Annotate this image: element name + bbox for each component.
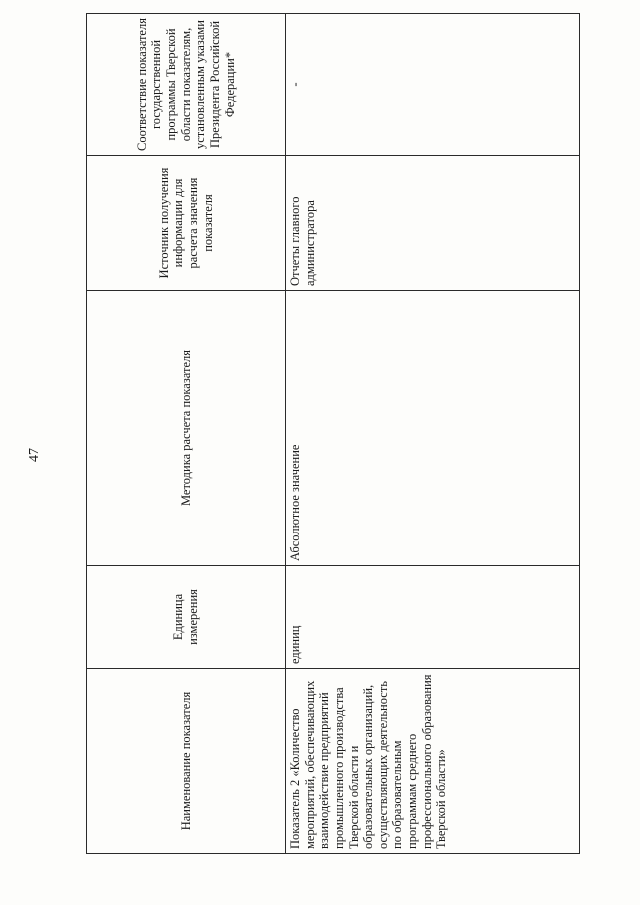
cell-unit: единиц <box>286 566 580 669</box>
page-number: 47 <box>27 448 42 462</box>
rotated-table-container <box>86 18 580 854</box>
header-presidential-decree-compliance: Соответствие показателя государственной программы Тверской области показателям, установленным указами Президента Российской Федерации* <box>87 14 286 156</box>
header-unit: Единица измерения <box>87 566 286 669</box>
table-header-row <box>87 14 286 854</box>
header-indicator-name: Наименование показателя <box>87 669 286 854</box>
header-information-source: Источник получения информации для расчета значения показателя <box>87 156 286 291</box>
cell-calculation-method: Абсолютное значение <box>286 291 580 566</box>
indicator-table <box>86 13 580 854</box>
cell-presidential-decree-compliance: - <box>286 14 580 156</box>
cell-information-source: Отчеты главного администратора <box>286 156 580 291</box>
header-calculation-method: Методика расчета показателя <box>87 291 286 566</box>
table-row <box>286 14 580 854</box>
cell-indicator-name: Показатель 2 «Количество мероприятий, обеспечивающих взаимодействие предприятий промышленного производства Тверской области и образовательных организаций, осуществляющих деятельность по образовательным программам среднего профессионального образования Тверской области» <box>286 669 580 854</box>
